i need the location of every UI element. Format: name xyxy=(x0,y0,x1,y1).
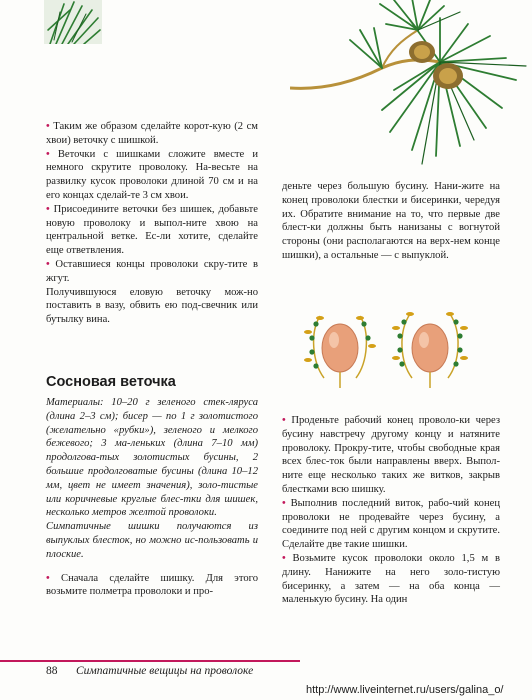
watermark-url: http://www.liveinternet.ru/users/galina_o/ xyxy=(306,684,504,696)
page-number: 88 xyxy=(46,665,58,677)
instruction-paragraph: • Присоедините веточки без шишек, добавьте новую проволоку и выпол-ните хвою на центральной ветке. Ес-ли хотите, сделайте еще ответвления. xyxy=(46,203,258,258)
running-title: Симпатичные вещицы на проволоке xyxy=(76,665,254,677)
instruction-paragraph: • Веточки с шишками сложите вместе и немного скрутите проволоку. На-весьте на развилку кусок проволоки длиной 70 см и на его концах сделай-те 3 см хвои. xyxy=(46,148,258,203)
instruction-paragraph: деньте через большую бусину. Нани-жите на конец проволоки блестки и бисеринки, чередуя их. Обратите внимание на то, что первые две блест-ки должны быть нанизаны с вогнутой стороны (они располагаются на верх-нем конце шишки), а остальные — с выпуклой. xyxy=(282,181,500,261)
instruction-paragraph: Получившуюся еловую веточку мож-но поставить в вазу, обвить ею под-свечник или бутылку вина. xyxy=(46,286,258,326)
pine-needles-photo xyxy=(44,0,102,44)
footer-divider xyxy=(0,660,300,662)
note-paragraph: Симпатичные шишки получаются из выпуклых блесток, но можно ис-пользовать и плоские. xyxy=(46,521,258,560)
materials-list: Материалы: 10–20 г зеленого стек-ляруса (длина 2–3 см); бисер — по 1 г золотистого (желательно «рубки»), зеленого и мелкого бежевого; 3 ма-леньких (длина 7–10 мм) продолгова-тых золотистых бусины, 2 большие продолговатые бусины (длина 10–12 мм, цвет не имеет значения), золо-тистые или коричневые круглые блес-тки для шишек, несколько метров желтой проволоки. xyxy=(46,397,258,519)
right-column-top xyxy=(282,180,500,263)
cone-steps-photo xyxy=(290,302,490,390)
right-column-bottom xyxy=(282,414,500,607)
section-heading: Сосновая веточка xyxy=(46,374,176,390)
left-column-bottom xyxy=(46,396,258,599)
instruction-paragraph: • Сначала сделайте шишку. Для этого возьмите полметра проволоки и про- xyxy=(46,572,258,600)
instruction-paragraph: • Возьмите кусок проволоки около 1,5 м в длину. Нанижите на него золо-тистую бисеринку, а затем — на оба конца — маленькую бусину. На один xyxy=(282,552,500,607)
pine-branch-photo xyxy=(290,0,532,172)
instruction-paragraph: • Оставшиеся концы проволоки скру-тите в жгут. xyxy=(46,258,258,286)
instruction-paragraph: • Выполнив последний виток, рабо-чий конец проволоки не продевайте через бусину, а соедините под ней с другим концом и скрутите. Сделайте две такие шишки. xyxy=(282,497,500,552)
instruction-paragraph: • Таким же образом сделайте корот-кую (2 см хвои) веточку с шишкой. xyxy=(46,120,258,148)
left-column-top xyxy=(46,120,258,327)
instruction-paragraph: • Проденьте рабочий конец проволо-ки через бусину навстречу другому концу и натяните проволоку. Прокру-тите, чтобы свободные края всех блес-ток были направлены вверх. Выпол-ните еще несколько таких же витков, закрыв блестками всю шишку. xyxy=(282,414,500,497)
